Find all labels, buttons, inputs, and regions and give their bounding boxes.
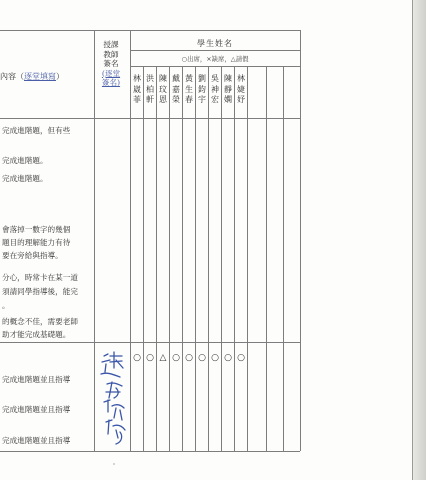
attendance-mark-9: ○ [237, 353, 245, 363]
teacher-handwritten-signature [98, 346, 132, 450]
row-note-12: 完成進階題並且指導 [2, 375, 71, 384]
student-col-10 [266, 66, 267, 451]
smudge-dot [113, 463, 115, 465]
student-col-7 [221, 66, 222, 451]
attendance-mark-8: ○ [224, 353, 232, 363]
attendance-mark-4: ○ [172, 353, 180, 363]
student-col-9 [247, 66, 248, 451]
table-top-border [0, 30, 300, 31]
row-note-6: 要在旁給與指導。 [2, 251, 63, 260]
content-header-link: 逐堂填寫 [24, 72, 56, 81]
student-name-9: 林婕妤 [237, 74, 245, 104]
row-note-8: 須請同學指導後，能完 [2, 287, 78, 296]
student-col-8 [234, 66, 235, 451]
student-name-7: 吳神宏 [211, 74, 219, 104]
student-col-6 [208, 66, 209, 451]
header-bottom-border [0, 118, 300, 119]
student-name-8: 陳靜嫻 [224, 74, 232, 104]
row-note-5: 題目的理解能力有待 [2, 238, 71, 247]
teacher-header-line1: 授課 [103, 40, 119, 49]
row-note-1: 完成進階題，但有些 [2, 126, 71, 135]
table-right-border [300, 30, 301, 451]
student-col-11 [283, 66, 284, 451]
student-col-2 [156, 66, 157, 451]
page-edge-shadow [412, 0, 426, 480]
students-title-divider [130, 50, 300, 51]
attendance-mark-1: ○ [133, 353, 141, 363]
attendance-mark-5: ○ [185, 353, 193, 363]
row-note-7: 分心，時常卡在某一道 [2, 273, 78, 282]
attendance-legend: ○出席，×缺席，△請假 [181, 55, 249, 63]
section-divider [0, 342, 300, 343]
content-header [0, 71, 64, 82]
content-header-prefix: 內容（ [0, 72, 24, 81]
attendance-mark-6: ○ [198, 353, 206, 363]
attendance-mark-3: △ [159, 353, 167, 363]
student-col-4 [182, 66, 183, 451]
student-name-1: 林崴菲 [133, 74, 141, 104]
row-note-13: 完成進階題並且指導 [2, 405, 71, 414]
student-name-5: 黃生春 [185, 74, 193, 104]
student-col-3 [169, 66, 170, 451]
teacher-header-line2: 教師 [103, 49, 119, 59]
attendance-mark-2: ○ [146, 353, 154, 363]
row-note-3: 完成進階題。 [2, 174, 48, 183]
row-note-9: 。 [2, 301, 10, 310]
students-title: 學生姓名 [197, 39, 233, 48]
teacher-header-link2: 簽名) [101, 78, 121, 87]
row-note-11: 助才能完成基礎題。 [2, 330, 71, 339]
student-name-2: 洪柏軒 [146, 74, 154, 104]
row-note-2: 完成進階題。 [2, 156, 48, 165]
teacher-header-line3: 簽名 [103, 59, 119, 68]
teacher-header-link1: (逐堂 [101, 68, 121, 78]
row-note-10: 的概念不佳，需要老師 [2, 317, 78, 326]
student-col-5 [195, 66, 196, 451]
row-note-4: 會落掉一數字的幾個 [2, 225, 71, 234]
content-column-border [94, 30, 95, 451]
row-note-14: 完成進階題並且指導 [2, 436, 71, 445]
student-name-6: 劉鈞宇 [198, 74, 206, 104]
content-header-suffix: ） [56, 72, 64, 81]
teacher-signature-header [96, 40, 126, 88]
attendance-mark-7: ○ [211, 353, 219, 363]
student-col-1 [143, 66, 144, 451]
student-name-3: 陳玟恩 [159, 74, 167, 104]
student-name-4: 戴嘉榮 [172, 74, 180, 104]
table-bottom-border [0, 451, 300, 452]
